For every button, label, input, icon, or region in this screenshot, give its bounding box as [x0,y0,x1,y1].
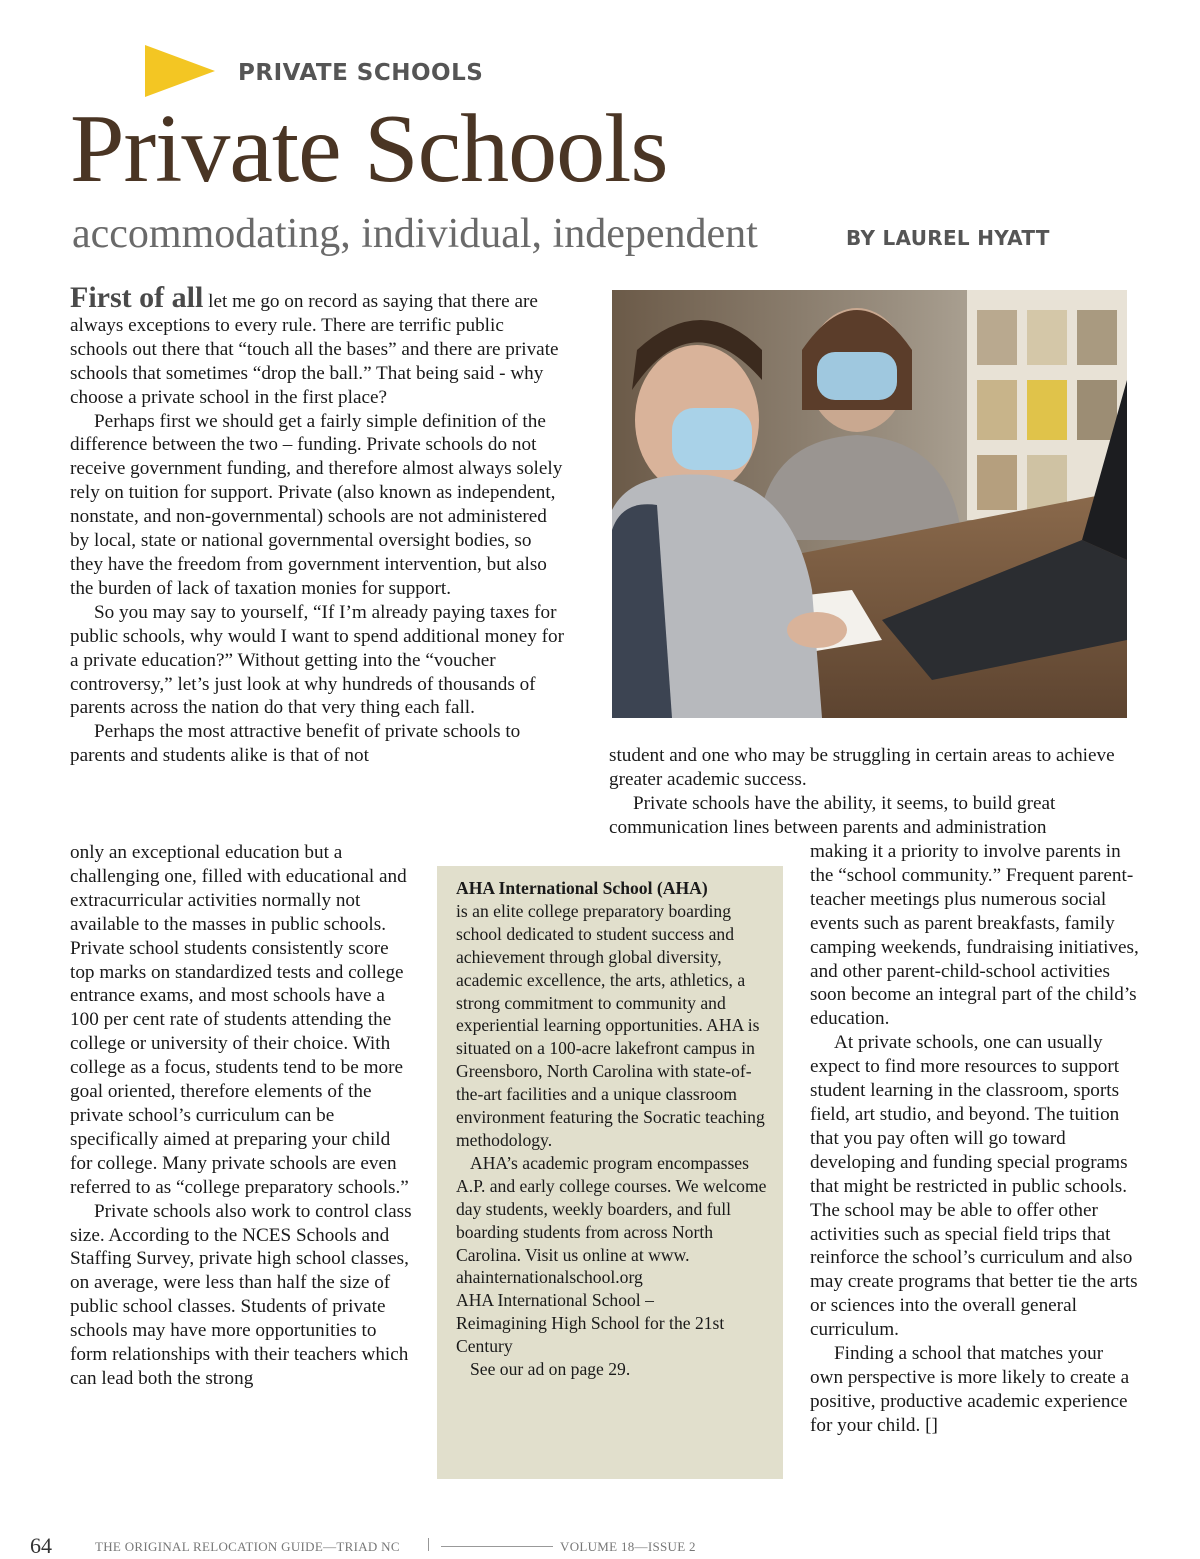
footer-separator: | [427,1536,431,1552]
article-column-left-top [70,281,565,768]
sidebar-paragraph: AHA’s academic program encompasses A.P. and early college courses. We welcome day students, weekly boarders, and full boarding students from across North Carolina. Visit us online at www. [456,1152,767,1265]
article-paragraph: At private schools, one can usually expect to find more resources to support student learning in the classroom, sports field, art studio, and beyond. The tuition that you pay often will go toward developing and funding special programs that might be restricted in public schools. The school may be able to offer other activities such as special field trips that reinforce the school’s curriculum and also may create programs that better tie the arts or sciences into the overall general curriculum. [810,1032,1138,1341]
footer-publication: THE ORIGINAL RELOCATION GUIDE—TRIAD NC [95,1539,400,1554]
article-paragraph: So you may say to yourself, “If I’m already paying taxes for public schools, why would I want to spend additional money for a private education?” Without getting into the “voucher controversy,” let’s just look at why hundreds of thousands of parents across the nation do that very thing each fall. [70,601,565,719]
article-paragraph: Finding a school that matches your own perspective is more likely to create a positive, productive academic experience for your child. [] [810,1343,1130,1436]
page-number: 64 [30,1533,52,1558]
article-column-left-middle [70,841,415,1391]
article-paragraph: only an exceptional education but a challenging one, filled with educational and extracurricular activities normally not available to the masses in public schools. Private school students consistently score top marks on standardized tests and college entrance exams, and most schools have a 100 per cent rate of students attending the college or university of their choice. With college as a focus, students tend to be more goal oriented, therefore elements of the private school’s curriculum can be specifically aimed at preparing your child for college. Many private schools are even referred to as “college preparatory schools.” [70,842,409,1198]
footer-rule [441,1546,553,1547]
page-subtitle: accommodating, individual, independent [72,211,758,257]
article-paragraph: Private schools have the ability, it seems, to build great communication lines between parents and administration [609,792,1056,838]
section-arrow-icon [145,45,215,97]
paragraph-text: let me go on record as saying that there are always exceptions to every rule. There are terrific public schools out there that “touch all the bases” and there are private schools that sometimes “drop the ball.” That being said - why choose a private school in the first place? [70,291,559,408]
article-paragraph: Perhaps first we should get a fairly simple definition of the difference between the two – funding. Private schools do not receive government funding, and therefore almost always solely rely on tuition for support. Private (also known as independent, nonstate, and non-governmental) schools are not administered by local, state or national governmental oversight bodies, so they have the freedom from government intervention, but also the burden of lack of taxation monies for support. [70,410,563,599]
section-label: PRIVATE SCHOOLS [238,60,484,86]
sidebar-tagline: AHA International School – [456,1290,654,1311]
article-paragraph [70,281,565,410]
sidebar-url: ahainternationalschool.org [456,1267,643,1288]
byline: BY LAUREL HYATT [846,226,1050,250]
article-paragraph: Perhaps the most attractive benefit of private schools to parents and students alike is that of not [70,721,521,767]
article-paragraph: student and one who may be struggling in certain areas to achieve greater academic success. [609,745,1115,790]
article-paragraph: making it a priority to involve parents in the “school community.” Frequent parent-teacher meetings plus numerous social events such as parent breakfasts, family camping weekends, fundraising initiatives, and other parent-child-school activities soon become an integral part of the child’s education. [810,841,1139,1030]
lead-in: First of all [70,281,204,314]
page-title: Private Schools [70,95,668,203]
article-paragraph: Private schools also work to control class size. According to the NCES Schools and Staffing Survey, private high school classes, on average, were less than half the size of public school classes. Students of private schools may have more opportunities to form relationships with their teachers which can lead both the strong [70,1200,412,1389]
sidebar-ad-reference: See our ad on page 29. [470,1359,631,1380]
article-photo [612,290,1127,718]
article-column-right-top [609,744,1129,840]
sidebar-paragraph: is an elite college preparatory boarding school dedicated to student success and achievement through global diversity, academic excellence, the arts, athletics, a strong commitment to community and experiential learning opportunities. AHA is situated on a 100-acre lakefront campus in Greensboro, North Carolina with state-of-the-art facilities and a unique classroom environment featuring the Socratic teaching methodology. [456,900,765,1150]
sidebar-body [456,877,774,1381]
sidebar-tagline: Reimagining High School for the 21st Century [456,1313,725,1357]
sidebar-heading: AHA International School (AHA) [456,878,708,898]
sidebar-box [437,866,783,1479]
article-column-right-bottom [810,840,1140,1438]
footer-volume: VOLUME 18—ISSUE 2 [560,1539,696,1554]
